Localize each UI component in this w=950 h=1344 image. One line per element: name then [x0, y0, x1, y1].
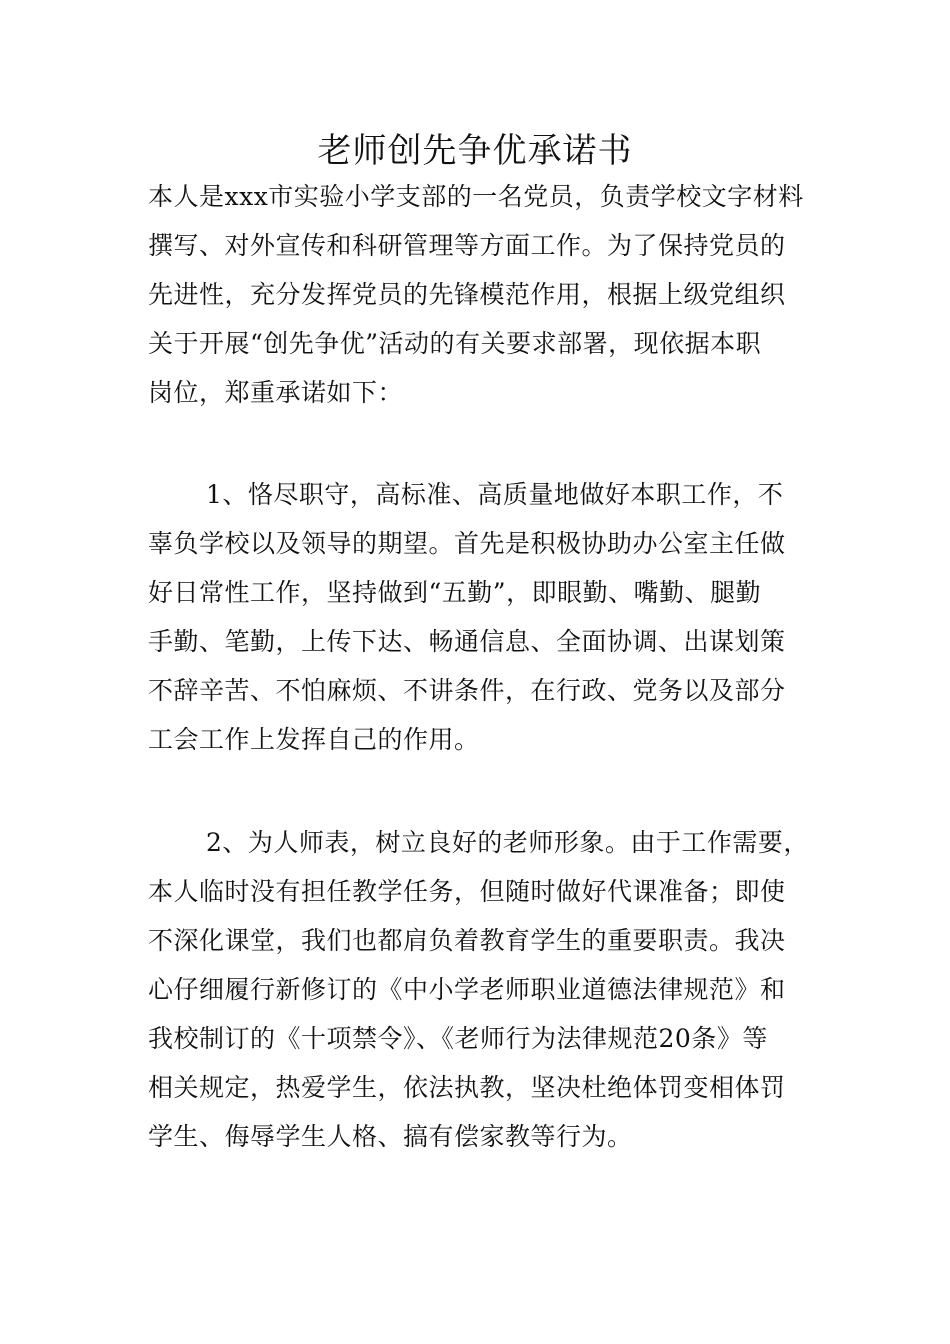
item2-line-1: 2、为人师表，树立良好的老师形象。由于工作需要，: [206, 828, 809, 857]
intro-line-1: 本人是xxx市实验小学支部的一名党员，负责学校文字材料: [148, 182, 804, 211]
item2-line-5: 我校制订的《十项禁令》、《老师行为法律规范20条》等: [148, 1024, 768, 1053]
intro-line-5: 岗位，郑重承诺如下：: [148, 378, 404, 407]
item1-line-5: 不辞辛苦、不怕麻烦、不讲条件，在行政、党务以及部分: [148, 676, 786, 705]
item2-line-2: 本人临时没有担任教学任务，但随时做好代课准备；即使: [148, 877, 786, 906]
item2-line-4: 心仔细履行新修订的《中小学老师职业道德法律规范》和: [148, 975, 786, 1004]
item1-line-4: 手勤、笔勤，上传下达、畅通信息、全面协调、出谋划策: [148, 627, 786, 656]
item1-line-2: 辜负学校以及领导的期望。首先是积极协助办公室主任做: [148, 529, 786, 558]
intro-line-2: 撰写、对外宣传和科研管理等方面工作。为了保持党员的: [148, 231, 786, 260]
item1-line-6: 工会工作上发挥自己的作用。: [148, 725, 480, 754]
item1-line-1: 1、恪尽职守，高标准、高质量地做好本职工作，不: [206, 480, 784, 509]
item2-line-7: 学生、侮辱学生人格、搞有偿家教等行为。: [148, 1122, 633, 1151]
item2-line-6: 相关规定，热爱学生，依法执教，坚决杜绝体罚变相体罚: [148, 1073, 786, 1102]
item2-line-3: 不深化课堂，我们也都肩负着教育学生的重要职责。我决: [148, 926, 786, 955]
item1-line-3: 好日常性工作，坚持做到“五勤”，即眼勤、嘴勤、腿勤: [148, 578, 762, 607]
intro-line-4: 关于开展“创先争优”活动的有关要求部署，现依据本职: [148, 329, 762, 358]
intro-line-3: 先进性，充分发挥党员的先锋模范作用，根据上级党组织: [148, 280, 786, 309]
document-title: 老师创先争优承诺书: [317, 131, 633, 171]
